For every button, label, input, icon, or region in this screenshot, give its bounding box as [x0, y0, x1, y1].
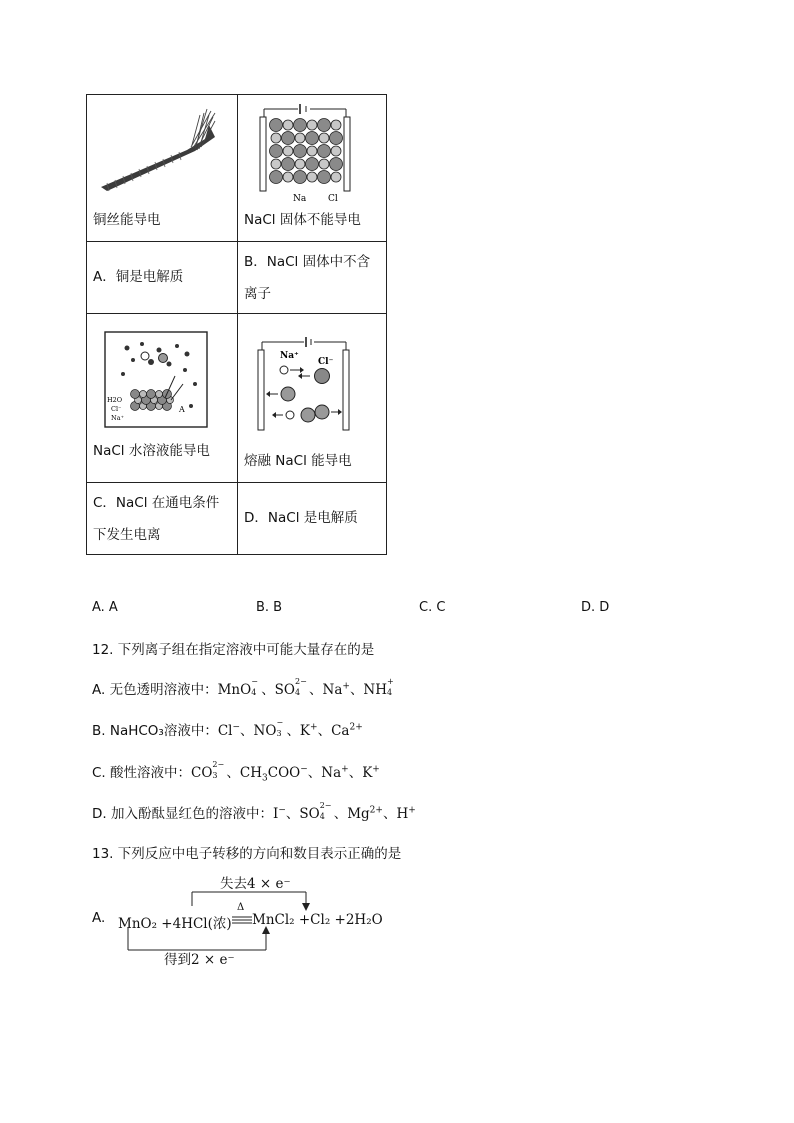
nacl-solid-caption: NaCl 固体不能导电 [244, 212, 361, 228]
water-label: H2O [107, 396, 123, 404]
option-c-text: C．NaCl 在通电条件下发生电离 [93, 495, 220, 543]
cl-ion [330, 132, 343, 145]
option-a-text: A．铜是电解质 [93, 269, 184, 285]
q12-d-label: D. 加入酚酞显红色的溶液中： [92, 806, 273, 822]
copper-caption: 铜丝能导电 [93, 212, 161, 228]
q13-a-label: A. [92, 910, 106, 926]
q13-option-a[interactable] [92, 872, 412, 967]
na-ion [295, 133, 305, 143]
cl-ion [270, 119, 283, 132]
na-ion [283, 172, 293, 182]
electron-loss-label: 失去4 × e⁻ [220, 876, 291, 892]
point-a-label: A [179, 405, 185, 414]
crystal-ion [140, 391, 147, 398]
na-ion [295, 159, 305, 169]
cl-ion [294, 171, 307, 184]
q12-b-label: B. NaHCO₃溶液中： [92, 723, 218, 739]
option-b-text: B．NaCl 固体中不含离子 [244, 254, 371, 302]
cl-ion [318, 119, 331, 132]
nacl-solid-lattice-figure [238, 95, 388, 205]
electron-gain-label: 得到2 × e⁻ [164, 952, 235, 968]
q13-stem: 13. 下列反应中电子转移的方向和数目表示正确的是 [92, 846, 402, 862]
cl-ion [330, 158, 343, 171]
nacl-solution-figure [87, 314, 237, 434]
molten-na-label: Na⁺ [280, 351, 299, 361]
molten-caption: 熔融 NaCl 能导电 [244, 453, 352, 469]
cell-nacl-solid [238, 95, 387, 242]
q12-option-c[interactable]: C. 酸性溶液中：CO 2− 3 、$CH_3COO^-$、Na+、K+ [92, 759, 380, 784]
copper-wire-figure [87, 95, 237, 200]
molten-cl-label: Cl⁻ [318, 357, 334, 367]
choice-b[interactable]: B. B [256, 600, 283, 615]
q12-a-label: A. 无色透明溶液中： [92, 682, 218, 698]
cell-molten-nacl [238, 314, 387, 483]
option-d-text: D．NaCl 是电解质 [244, 510, 358, 526]
cell-copper-wire [87, 95, 238, 242]
cl-ion-label: Cl⁻ [111, 405, 122, 413]
na-ion [307, 146, 317, 156]
cl-ion [282, 158, 295, 171]
option-a-cell [87, 242, 238, 314]
equation-left: MnO₂ +4HCl(浓) [118, 916, 232, 932]
na-ion [307, 172, 317, 182]
cell-nacl-solution [87, 314, 238, 483]
na-label: Na [293, 194, 307, 204]
equation-right: MnCl₂ +Cl₂ +2H₂O [252, 912, 383, 928]
na-ion [331, 120, 341, 130]
molten-nacl-figure [238, 314, 388, 439]
cl-ion [318, 145, 331, 158]
q12-option-b[interactable]: B. NaHCO₃溶液中：Cl−、NO − 3 、K+、$Ca^{2+}$ [92, 717, 363, 739]
crystal-ion [147, 390, 156, 399]
choice-a[interactable]: A. A [92, 600, 118, 615]
cl-ion [306, 132, 319, 145]
choice-d[interactable]: D. D [581, 600, 610, 615]
option-b-cell [238, 242, 387, 314]
cl-label: Cl [328, 194, 338, 204]
heat-condition: Δ [237, 902, 245, 913]
cl-ion [294, 119, 307, 132]
cl-ion [270, 171, 283, 184]
q12-option-a[interactable]: A. 无色透明溶液中：MnO − 4 、SO 2− 4 、Na+、NH + 4 [92, 676, 394, 698]
na-ion [331, 172, 341, 182]
na-ion [283, 146, 293, 156]
na-ion [283, 120, 293, 130]
choice-c[interactable]: C. C [419, 600, 446, 615]
q12-stem: 12. 下列离子组在指定溶液中可能大量存在的是 [92, 642, 375, 658]
q12-c-label: C. 酸性溶液中： [92, 765, 192, 781]
q12-option-d[interactable]: D. 加入酚酞显红色的溶液中：I−、SO 2− 4 、$Mg^{2+}$、H+ [92, 800, 416, 822]
cl-ion [306, 158, 319, 171]
cl-ion [270, 145, 283, 158]
cl-ion [318, 171, 331, 184]
cl-ion [282, 132, 295, 145]
na-ion [271, 159, 281, 169]
na-ion [319, 133, 329, 143]
na-ion-label: Na⁺ [111, 414, 124, 422]
na-ion [319, 159, 329, 169]
crystal-ion [131, 390, 140, 399]
cl-ion [294, 145, 307, 158]
option-d-cell [238, 483, 387, 555]
crystal-ion [156, 391, 163, 398]
nacl-solution-caption: NaCl 水溶液能导电 [93, 443, 210, 459]
option-c-cell [87, 483, 238, 555]
na-ion [271, 133, 281, 143]
options-table [86, 94, 387, 555]
na-ion [331, 146, 341, 156]
na-ion [307, 120, 317, 130]
